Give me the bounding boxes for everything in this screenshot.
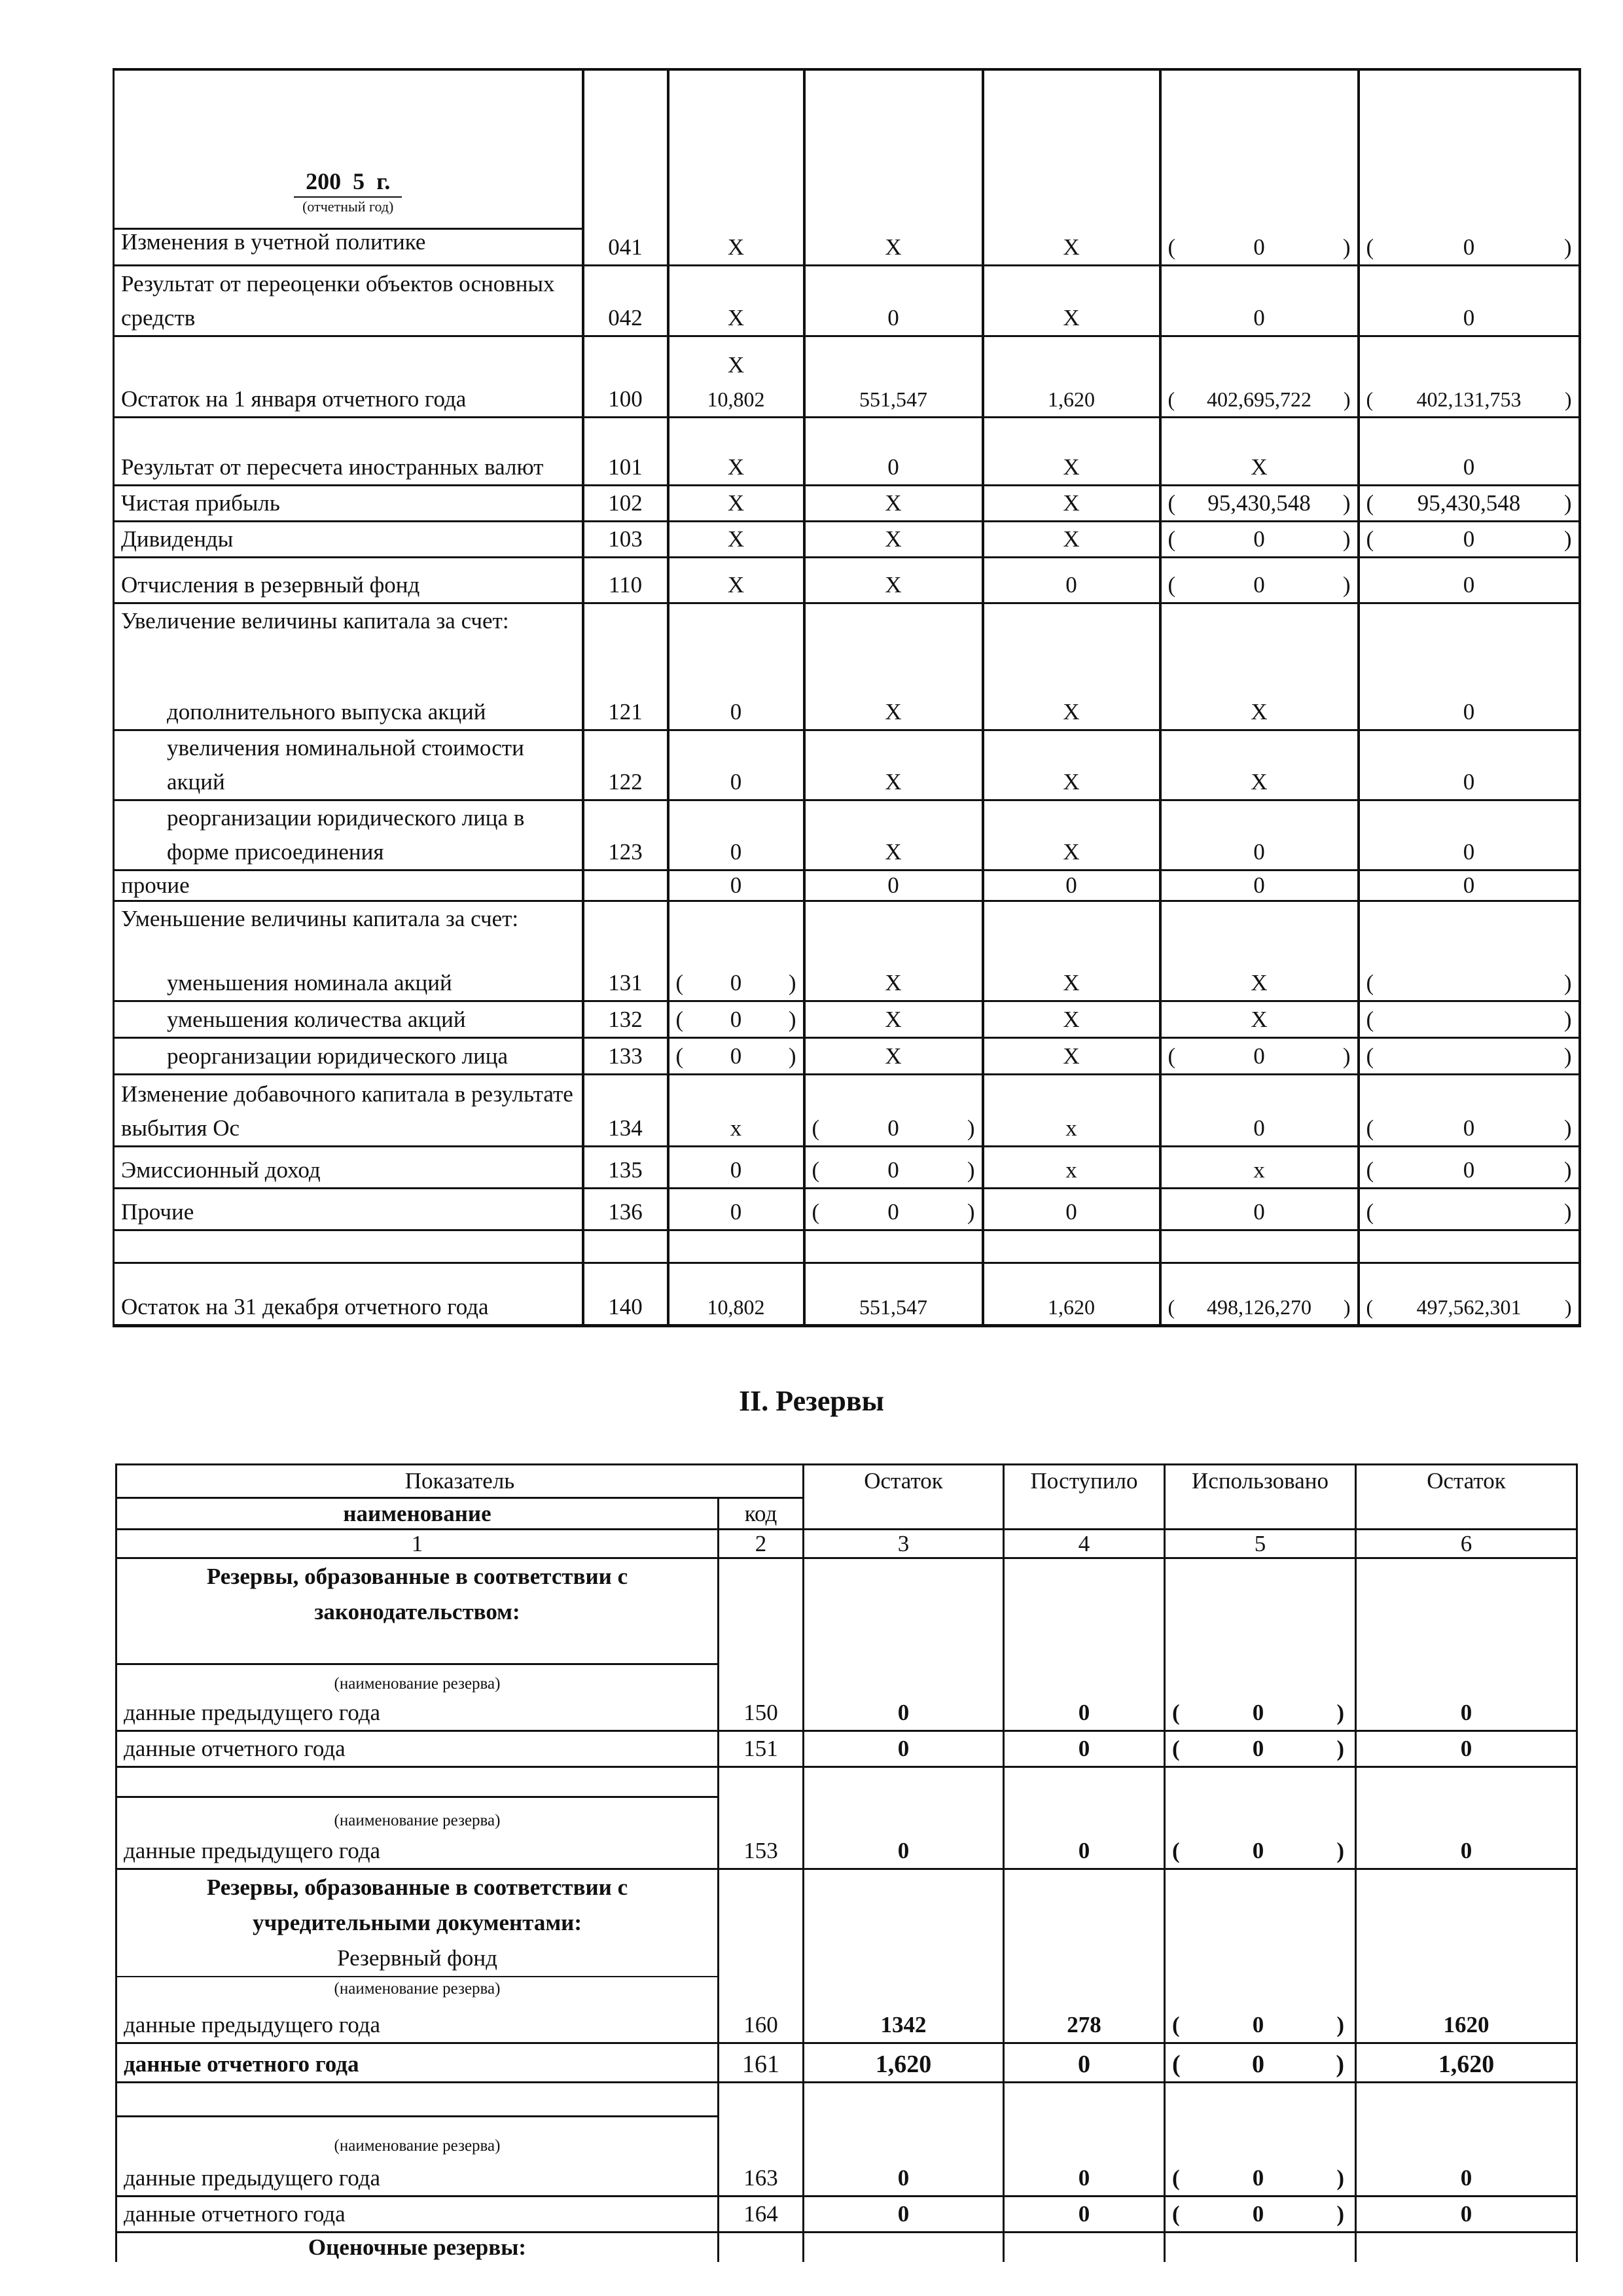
row-label: уменьшения номинала акций <box>114 966 583 1001</box>
reserve-name-caption: (наименование резерва) <box>116 2116 719 2158</box>
row-label: реорганизации юридического лица <box>114 1038 583 1075</box>
row-code: 133 <box>583 1038 668 1075</box>
cell: ( 0 ) <box>1359 1147 1580 1189</box>
row-code: 135 <box>583 1147 668 1189</box>
table-row <box>114 229 1580 266</box>
row-label: Результат от переоценки объектов основных средств <box>114 266 583 336</box>
table-row <box>114 800 1580 870</box>
cell: 0 <box>1160 1189 1359 1230</box>
cell: 0 <box>1359 870 1580 901</box>
cell: 0 <box>1356 1833 1577 1869</box>
cell <box>804 901 983 966</box>
cell: X <box>804 485 983 521</box>
reserve-name-caption: (наименование резерва) <box>116 1977 719 2001</box>
group-title-row <box>116 2232 1577 2262</box>
column-number: 2 <box>719 1530 804 1558</box>
cell: X <box>668 521 804 557</box>
cell: X <box>804 675 983 730</box>
row-label: Увеличение величины капитала за счет: <box>114 603 583 675</box>
cell: ( 0 ) <box>1165 2158 1356 2196</box>
table-row <box>114 1001 1580 1038</box>
cell: 0 <box>1160 266 1359 336</box>
row-code: 134 <box>583 1075 668 1147</box>
cell: ( 0 ) <box>1160 1038 1359 1075</box>
cell: 0 <box>1004 2158 1165 2196</box>
cell: X <box>983 800 1160 870</box>
cell: ( 0 ) <box>1359 1075 1580 1147</box>
cell: X <box>1160 675 1359 730</box>
cell: 1620 <box>1356 2001 1577 2043</box>
cell: X <box>804 521 983 557</box>
group-title <box>116 1869 719 1977</box>
row-label: Дивиденды <box>114 521 583 557</box>
col5-header: Использовано <box>1165 1465 1356 1530</box>
cell: ( 0 ) <box>804 1075 983 1147</box>
cell: X <box>668 485 804 521</box>
col3-header: Остаток <box>804 1465 1004 1530</box>
table-row <box>114 603 1580 675</box>
cell: 0 <box>668 730 804 800</box>
cell: ( ) <box>1359 1038 1580 1075</box>
caption-row <box>116 2116 1577 2158</box>
cell: 0 <box>1359 266 1580 336</box>
cell: ( 0 ) <box>1165 2001 1356 2043</box>
row-code: 164 <box>719 2196 804 2232</box>
cell <box>983 336 1160 382</box>
column-numbers-row <box>116 1530 1577 1558</box>
cell: ( 402,695,722 ) <box>1160 382 1359 418</box>
name-header: наименование <box>116 1498 719 1530</box>
table-row <box>114 675 1580 730</box>
row-code: 136 <box>583 1189 668 1230</box>
table-row <box>114 966 1580 1001</box>
cell: X <box>983 1001 1160 1038</box>
cell: X <box>804 1001 983 1038</box>
row-code: 123 <box>583 800 668 870</box>
table-row <box>116 2043 1577 2082</box>
group-title: Резервы, образованные в соответствии с законодательством: <box>116 1558 719 1664</box>
cell <box>668 901 804 966</box>
cell: X <box>804 557 983 603</box>
row-code: 160 <box>719 2001 804 2043</box>
cell: ( 0 ) <box>1165 2196 1356 2232</box>
reserve-fund-name: Резервный фонд <box>337 1945 497 1971</box>
row-label: Результат от пересчета иностранных валют <box>114 417 583 485</box>
cell <box>1359 603 1580 675</box>
cell: 0 <box>983 557 1160 603</box>
cell <box>804 336 983 382</box>
row-code: 140 <box>583 1263 668 1326</box>
cell: ( ) <box>1359 1001 1580 1038</box>
column-number: 3 <box>804 1530 1004 1558</box>
cell: 0 <box>1356 2196 1577 2232</box>
cell: X <box>804 1038 983 1075</box>
cell <box>983 603 1160 675</box>
table-row <box>114 1263 1580 1326</box>
cell: 0 <box>1004 2196 1165 2232</box>
group-title: Оценочные резервы: <box>116 2232 719 2262</box>
table-row <box>114 1075 1580 1147</box>
reserve-name-caption: (наименование резерва) <box>116 1797 719 1833</box>
cell: ( 0 ) <box>1359 229 1580 266</box>
row-label: данные отчетного года <box>116 2043 719 2082</box>
column-number: 5 <box>1165 1530 1356 1558</box>
cell: x <box>983 1075 1160 1147</box>
row-code <box>583 870 668 901</box>
table-row <box>114 485 1580 521</box>
cell: X <box>804 800 983 870</box>
row-code: 161 <box>719 2043 804 2082</box>
col4-header: Поступило <box>1004 1465 1165 1530</box>
row-label: Изменения в учетной политике <box>114 224 583 260</box>
cell: ( 497,562,301 ) <box>1359 1263 1580 1326</box>
cell: X <box>983 966 1160 1001</box>
reporting-year-caption: (отчетный год) <box>302 198 394 215</box>
row-code: 110 <box>583 557 668 603</box>
cell <box>1160 603 1359 675</box>
cell: X <box>1160 730 1359 800</box>
cell <box>1160 901 1359 966</box>
cell: 0 <box>1004 1731 1165 1767</box>
reporting-year: 200 5 г. <box>121 166 575 198</box>
row-code: 041 <box>583 229 668 266</box>
row-code: 102 <box>583 485 668 521</box>
cell: 1342 <box>804 2001 1004 2043</box>
cell: X <box>804 730 983 800</box>
table-row <box>114 1189 1580 1230</box>
table-row <box>116 1731 1577 1767</box>
cell: ( 0 ) <box>668 1038 804 1075</box>
table-row <box>116 2196 1577 2232</box>
row-code: 132 <box>583 1001 668 1038</box>
cell: 0 <box>983 1189 1160 1230</box>
row-label: данные отчетного года <box>116 1731 719 1767</box>
row-label: Изменение добавочного капитала в результате выбытия Ос <box>114 1075 583 1147</box>
row-label: увеличения номинальной стоимости акций <box>114 730 583 800</box>
row-code: 100 <box>583 382 668 418</box>
table-row <box>114 1147 1580 1189</box>
capital-changes-table <box>113 68 1581 1327</box>
column-number: 1 <box>116 1530 719 1558</box>
row-label: Чистая прибыль <box>114 485 583 521</box>
cell: 0 <box>804 2196 1004 2232</box>
cell: X <box>1160 1001 1359 1038</box>
cell: 0 <box>804 1731 1004 1767</box>
row-label: данные предыдущего года <box>116 2158 719 2196</box>
cell: ( 0 ) <box>804 1189 983 1230</box>
cell: 0 <box>668 870 804 901</box>
cell: 10,802 <box>668 1263 804 1326</box>
row-code: 131 <box>583 966 668 1001</box>
row-code: 101 <box>583 417 668 485</box>
cell: 10,802 <box>668 382 804 418</box>
table-row <box>114 870 1580 901</box>
cell <box>1160 336 1359 382</box>
row-label <box>114 336 583 382</box>
cell: 1,620 <box>804 2043 1004 2082</box>
row-code: 103 <box>583 521 668 557</box>
cell: ( ) <box>1359 966 1580 1001</box>
cell: 278 <box>1004 2001 1165 2043</box>
row-label: данные отчетного года <box>116 2196 719 2232</box>
cell: 0 <box>1359 417 1580 485</box>
cell: X <box>1160 417 1359 485</box>
cell: 0 <box>1356 1696 1577 1731</box>
cell: ( 0 ) <box>668 966 804 1001</box>
cell: 0 <box>804 1696 1004 1731</box>
cell: ( 95,430,548 ) <box>1359 485 1580 521</box>
cell: ( 0 ) <box>1165 2043 1356 2082</box>
cell: 551,547 <box>804 1263 983 1326</box>
row-code: 042 <box>583 266 668 336</box>
row-code: 153 <box>719 1833 804 1869</box>
row-label: данные предыдущего года <box>116 1696 719 1731</box>
cell: 0 <box>1356 2158 1577 2196</box>
row-label: Отчисления в резервный фонд <box>114 557 583 603</box>
cell: x <box>1160 1147 1359 1189</box>
cell: 1,620 <box>983 1263 1160 1326</box>
table-row <box>114 1038 1580 1075</box>
cell: X <box>668 266 804 336</box>
row-code <box>583 603 668 675</box>
cell: ( 0 ) <box>1165 1696 1356 1731</box>
cell: ( 0 ) <box>668 1001 804 1038</box>
group-title-text: Резервы, образованные в соответствии с учредительными документами: <box>206 1874 628 1935</box>
cell: 0 <box>1359 800 1580 870</box>
row-label: Уменьшение величины капитала за счет: <box>114 901 583 966</box>
row-code: 122 <box>583 730 668 800</box>
cell: x <box>668 1075 804 1147</box>
cell: 0 <box>983 870 1160 901</box>
cell: 0 <box>1160 1075 1359 1147</box>
cell: ( 0 ) <box>1165 1731 1356 1767</box>
col6-header: Остаток <box>1356 1465 1577 1530</box>
row-label: Прочие <box>114 1189 583 1230</box>
row-label: Эмиссионный доход <box>114 1147 583 1189</box>
code-header: код <box>719 1498 804 1530</box>
cell <box>804 603 983 675</box>
cell: 0 <box>1004 1833 1165 1869</box>
indicator-header: Показатель <box>116 1465 804 1498</box>
cell: x <box>983 1147 1160 1189</box>
cell: ( 0 ) <box>804 1147 983 1189</box>
cell: X <box>983 485 1160 521</box>
table-row <box>114 266 1580 336</box>
cell: 0 <box>1359 730 1580 800</box>
table-row <box>116 1833 1577 1869</box>
cell: 0 <box>804 266 983 336</box>
spacer-row <box>116 2082 1577 2116</box>
cell: X <box>804 229 983 266</box>
table-row <box>114 382 1580 418</box>
reserves-table <box>115 1463 1578 2262</box>
spacer-row <box>116 1767 1577 1797</box>
cell: ( 402,131,753 ) <box>1359 382 1580 418</box>
cell: X <box>668 336 804 382</box>
cell: ( 498,126,270 ) <box>1160 1263 1359 1326</box>
cell: 0 <box>1004 1696 1165 1731</box>
cell: ( 0 ) <box>1160 557 1359 603</box>
cell: 0 <box>804 417 983 485</box>
cell: ( 95,430,548 ) <box>1160 485 1359 521</box>
cell: X <box>983 229 1160 266</box>
row-code: 121 <box>583 675 668 730</box>
cell: 0 <box>804 870 983 901</box>
cell: 0 <box>668 1147 804 1189</box>
reporting-year-cell <box>114 69 583 229</box>
cell: X <box>1160 966 1359 1001</box>
cell: X <box>983 730 1160 800</box>
cell: 0 <box>668 1189 804 1230</box>
cell: 1,620 <box>983 382 1160 418</box>
cell: X <box>983 1038 1160 1075</box>
table-row <box>114 336 1580 382</box>
column-number: 4 <box>1004 1530 1165 1558</box>
cell: ( 0 ) <box>1160 521 1359 557</box>
table-row <box>116 2001 1577 2043</box>
cell: X <box>668 417 804 485</box>
group-title-row <box>116 1558 1577 1664</box>
table-row <box>114 521 1580 557</box>
cell: 0 <box>1004 2043 1165 2082</box>
row-code <box>583 336 668 382</box>
caption-row <box>116 1664 1577 1696</box>
row-label: дополнительного выпуска акций <box>114 675 583 730</box>
cell: ( ) <box>1359 1189 1580 1230</box>
cell: 0 <box>1356 1731 1577 1767</box>
cell: X <box>983 266 1160 336</box>
cell <box>1359 901 1580 966</box>
row-label: Остаток на 1 января отчетного года <box>114 382 583 418</box>
cell: X <box>804 966 983 1001</box>
cell: 0 <box>668 800 804 870</box>
cell: 0 <box>668 675 804 730</box>
cell: 551,547 <box>804 382 983 418</box>
cell: X <box>668 229 804 266</box>
cell: X <box>668 557 804 603</box>
table-header-row <box>114 69 1580 229</box>
cell: X <box>983 417 1160 485</box>
cell: ( 0 ) <box>1359 521 1580 557</box>
caption-row <box>116 1797 1577 1833</box>
row-label: Остаток на 31 декабря отчетного года <box>114 1263 583 1326</box>
table-row <box>116 2158 1577 2196</box>
row-label: данные предыдущего года <box>116 2001 719 2043</box>
cell <box>983 901 1160 966</box>
group-title-row <box>116 1869 1577 1977</box>
table-row <box>114 557 1580 603</box>
row-label: реорганизации юридического лица в форме присоединения <box>114 800 583 870</box>
row-label: прочие <box>114 870 583 901</box>
row-code: 151 <box>719 1731 804 1767</box>
column-number: 6 <box>1356 1530 1577 1558</box>
row-code: 163 <box>719 2158 804 2196</box>
cell: 1,620 <box>1356 2043 1577 2082</box>
row-code: 150 <box>719 1696 804 1731</box>
table-row <box>114 417 1580 485</box>
cell <box>668 603 804 675</box>
reserve-name-caption: (наименование резерва) <box>116 1664 719 1696</box>
cell: 0 <box>1160 870 1359 901</box>
table-row <box>114 730 1580 800</box>
section-title: II. Резервы <box>739 1385 884 1417</box>
cell <box>1359 336 1580 382</box>
row-label: уменьшения количества акций <box>114 1001 583 1038</box>
cell: X <box>983 521 1160 557</box>
cell: 0 <box>804 2158 1004 2196</box>
table-row <box>114 901 1580 966</box>
caption-row <box>116 1977 1577 2001</box>
cell: 0 <box>804 1833 1004 1869</box>
table-row <box>116 1696 1577 1731</box>
spacer-row <box>114 1230 1580 1263</box>
cell: 0 <box>1359 675 1580 730</box>
cell: 0 <box>1160 800 1359 870</box>
cell: X <box>983 675 1160 730</box>
cell: 0 <box>1359 557 1580 603</box>
header-row <box>116 1465 1577 1498</box>
cell: ( 0 ) <box>1165 1833 1356 1869</box>
row-code <box>583 901 668 966</box>
cell: ( 0 ) <box>1160 229 1359 266</box>
row-label: данные предыдущего года <box>116 1833 719 1869</box>
